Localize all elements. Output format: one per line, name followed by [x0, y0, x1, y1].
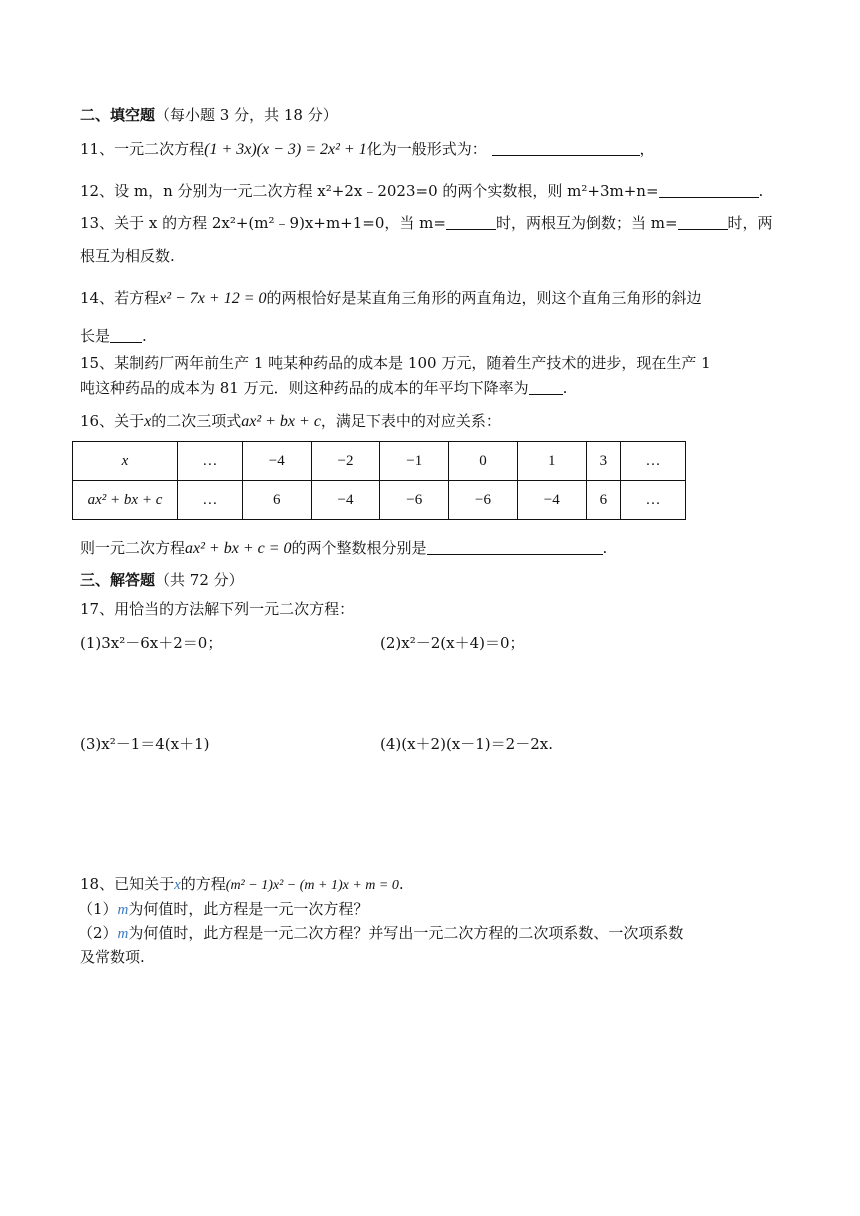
question-18	[80, 873, 404, 897]
table-row	[73, 442, 686, 481]
table-header-cell: ax² + bx + c	[73, 481, 178, 520]
value-table	[72, 441, 686, 520]
question-14-line-2	[80, 325, 147, 347]
question-text: 的两根恰好是某直角三角形的两直角边，则这个直角三角形的斜边	[266, 289, 702, 307]
table-cell: 1	[517, 442, 586, 481]
question-11	[80, 138, 655, 161]
variable: x	[174, 877, 181, 893]
table-header-cell: x	[73, 442, 178, 481]
q17-part-1: (1)3x²－6x＋2＝0；	[80, 634, 223, 652]
q17-part-3: (3)x²－1＝4(x＋1)	[80, 735, 210, 753]
answer-blank[interactable]	[446, 213, 496, 230]
equation: (1 + 3x)(x − 3) = 2x² + 1	[204, 141, 367, 158]
table-cell: …	[178, 442, 243, 481]
section-2-heading	[80, 104, 338, 126]
table-cell: −6	[449, 481, 518, 520]
equation: ax² + bx + c = 0	[185, 540, 292, 557]
punctuation: .	[758, 182, 764, 200]
question-16-answer-line	[80, 537, 607, 560]
question-text: 的两个整数根分别是	[291, 539, 427, 557]
q17-part-4: (4)(x＋2)(x－1)＝2－2x.	[380, 735, 553, 753]
answer-blank[interactable]	[427, 538, 603, 555]
table-cell: 6	[586, 481, 620, 520]
expression: ax² + bx + c	[241, 413, 321, 430]
table-cell: −6	[380, 481, 449, 520]
equation: x² − 7x + 12 = 0	[159, 290, 267, 307]
q18-part-2-continued: 及常数项.	[80, 948, 145, 966]
answer-blank[interactable]	[110, 326, 142, 343]
equation: (m² − 1)x² − (m + 1)x + m = 0	[225, 878, 399, 893]
table-cell: …	[178, 481, 243, 520]
table-cell: −1	[380, 442, 449, 481]
question-text: 化为一般形式为：	[366, 140, 487, 158]
punctuation: .	[398, 875, 404, 893]
q18-part-1	[78, 898, 368, 921]
question-text: 16、关于	[80, 412, 145, 430]
question-16	[80, 410, 501, 433]
question-text: 的方程	[180, 875, 226, 893]
section-2-note: （每小题 3 分，共 18 分）	[155, 106, 338, 124]
punctuation: .	[142, 327, 147, 345]
question-text: ，满足下表中的对应关系：	[320, 412, 501, 430]
question-text: 为何值时，此方程是一元二次方程？并写出一元二次方程的二次项系数、一次项系数	[128, 924, 684, 942]
table-cell: 6	[242, 481, 311, 520]
section-3-heading	[80, 569, 244, 591]
answer-blank[interactable]	[678, 213, 728, 230]
question-text: 13、关于 x 的方程 2x²+(m²﹣9)x+m+1=0，当 m=	[80, 214, 446, 232]
q18-part-2	[78, 922, 683, 945]
variable: m	[117, 902, 129, 918]
question-text: 则一元二次方程	[80, 539, 186, 557]
question-15-line-1: 15、某制药厂两年前生产 1 吨某种药品的成本是 100 万元，随着生产技术的进步，现在生产 1	[80, 354, 711, 372]
section-3-title: 三、解答题	[80, 571, 156, 589]
variable: x	[144, 413, 152, 430]
question-text: 18、已知关于	[80, 875, 175, 893]
question-text: 吨这种药品的成本为 81 万元．则这种药品的成本的年平均下降率为	[80, 379, 529, 397]
question-13-line-1	[80, 212, 773, 234]
table-cell: −2	[311, 442, 380, 481]
table-cell: …	[621, 442, 686, 481]
table-cell: 0	[449, 442, 518, 481]
question-13-line-2: 根互为相反数.	[80, 247, 175, 265]
question-text: 14、若方程	[80, 289, 160, 307]
table-cell: …	[621, 481, 686, 520]
question-15-line-2	[80, 377, 567, 399]
question-text: 时，两根互为倒数；当 m=	[495, 214, 678, 232]
punctuation: .	[602, 539, 608, 557]
question-17: 17、用恰当的方法解下列一元二次方程：	[80, 600, 355, 618]
variable: m	[117, 926, 129, 942]
answer-blank[interactable]	[529, 378, 563, 395]
answer-blank[interactable]	[492, 139, 640, 156]
answer-blank[interactable]	[659, 181, 759, 198]
part-number: （1）	[78, 900, 118, 918]
part-number: （2）	[78, 924, 118, 942]
question-text: 长是	[80, 327, 111, 345]
question-text: 时，两	[727, 214, 773, 232]
punctuation: .	[562, 379, 568, 397]
question-number: 11、	[80, 140, 115, 158]
table-row	[73, 481, 686, 520]
question-14-line-1	[80, 287, 702, 310]
question-text: 12、设 m，n 分别为一元二次方程 x²+2x﹣2023=0 的两个实数根，则 m²+3m+n=	[80, 182, 659, 200]
table-cell: −4	[242, 442, 311, 481]
table-cell: −4	[311, 481, 380, 520]
section-3-note: （共 72 分）	[155, 571, 244, 589]
table-cell: −4	[517, 481, 586, 520]
question-text: 为何值时，此方程是一元一次方程？	[128, 900, 369, 918]
question-text: 的二次三项式	[151, 412, 242, 430]
question-text: 一元二次方程	[114, 140, 205, 158]
table-cell: 3	[586, 442, 620, 481]
question-12	[80, 180, 763, 202]
q17-part-2: (2)x²－2(x＋4)＝0；	[380, 634, 525, 652]
section-2-title: 二、填空题	[80, 106, 156, 124]
punctuation: ，	[639, 140, 655, 158]
